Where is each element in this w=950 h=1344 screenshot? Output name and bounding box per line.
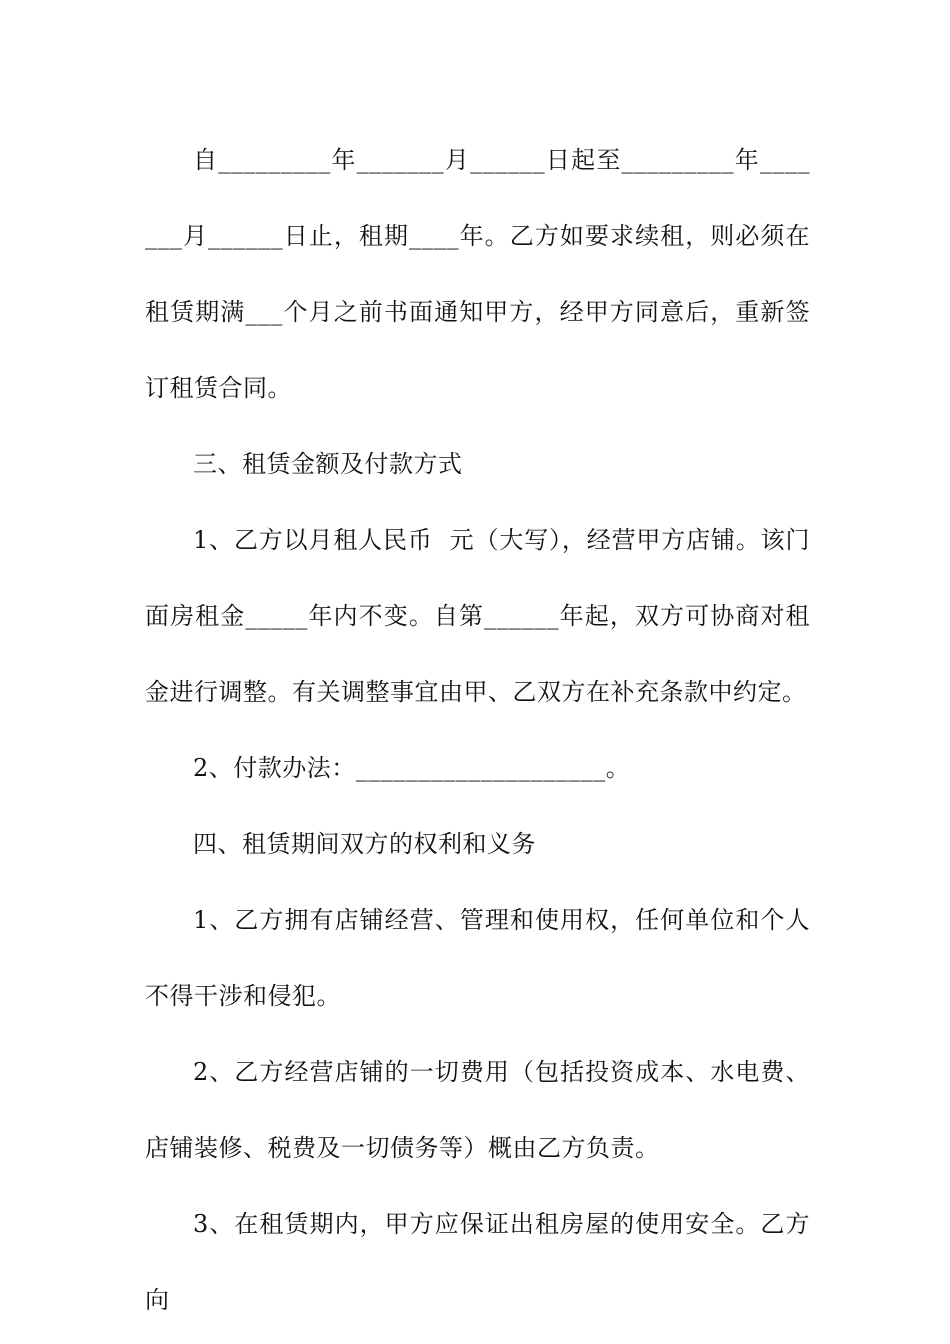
- section-heading-rent-payment: 三、租赁金额及付款方式: [193, 450, 463, 478]
- section-heading-rights-obligations: 四、租赁期间双方的权利和义务: [193, 830, 536, 858]
- paragraph-lease-term: 自_________年_______月______日起至_________年_______月______日止，租期____年。乙方如要求续租，则必须在租赁期满___个月之前书面通知甲方，经甲方同意后，重新签订租赁合同。: [145, 146, 810, 402]
- paragraph-expenses: 2、乙方经营店铺的一切费用（包括投资成本、水电费、店铺装修、税费及一切债务等）概由乙方负责。: [145, 1058, 810, 1162]
- paragraph-payment-method: 2、付款办法：____________________。: [193, 754, 631, 782]
- paragraph-safety: 3、在租赁期内，甲方应保证出租房屋的使用安全。乙方向: [145, 1210, 810, 1314]
- paragraph-right-of-use: 1、乙方拥有店铺经营、管理和使用权，任何单位和个人不得干涉和侵犯。: [145, 906, 810, 1010]
- document-body: [145, 122, 810, 1338]
- paragraph-rent-amount: 1、乙方以月租人民币 元（大写），经营甲方店铺。该门面房租金_____年内不变。自第______年起，双方可协商对租金进行调整。有关调整事宜由甲、乙双方在补充条款中约定。: [145, 526, 810, 706]
